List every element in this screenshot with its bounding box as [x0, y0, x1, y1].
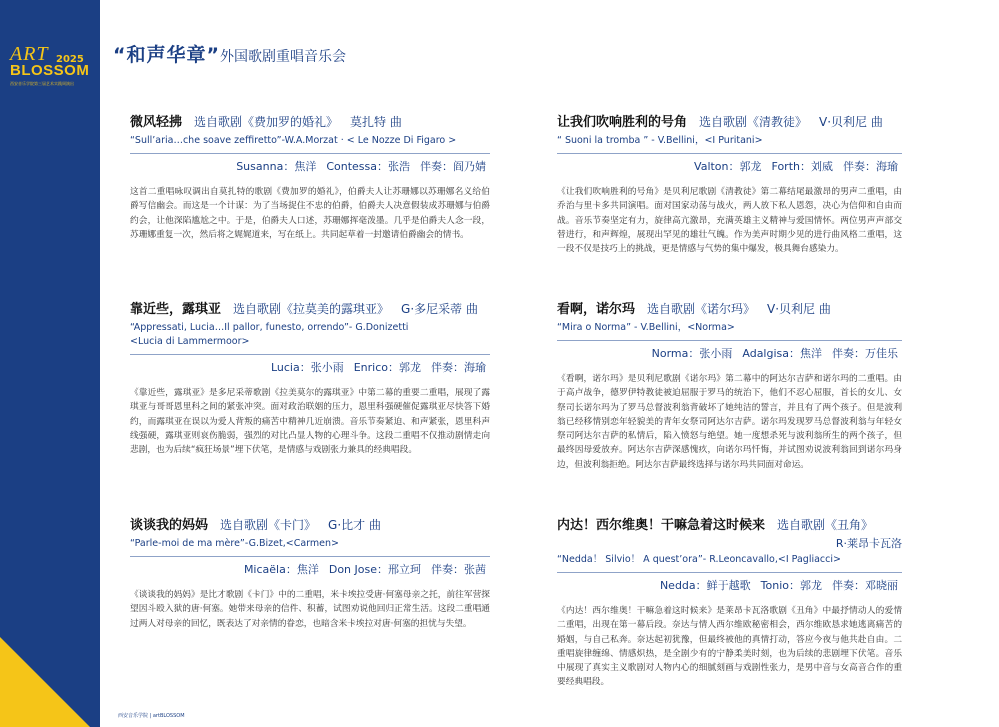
piece-opera: 选自歌剧《拉莫美的露琪亚》 — [233, 302, 390, 316]
piece-composer: G·多尼采蒂 曲 — [401, 302, 478, 316]
piece-composer: R·莱昂卡瓦洛 — [835, 537, 902, 550]
piece-original-title: “Appressati, Lucia…Il pallor, funesto, orrendo”- G.Donizetti <Lucia di Lammermoor> — [130, 322, 409, 347]
divider — [130, 354, 490, 355]
footer-logos: 西安音乐学院 | artBLOSSOM — [118, 713, 185, 719]
art-blossom-logo — [10, 45, 96, 87]
piece-opera: 选自歌剧《费加罗的婚礼》 — [194, 115, 339, 129]
piece-cast: Valton：郭龙 Forth：刘威 伴奏：海瑜 — [694, 160, 898, 173]
divider — [130, 556, 490, 557]
concert-subtitle: 外国歌剧重唱音乐会 — [219, 49, 346, 65]
sidebar — [0, 0, 100, 727]
piece-block — [130, 113, 490, 242]
piece-cast: Norma：张小雨 Adalgisa：焦洋 伴奏：万佳乐 — [651, 347, 898, 360]
piece-description: 《内达！西尔维奥！干嘛急着这时候来》是莱昂卡瓦洛歌剧《丑角》中最抒情动人的爱情二重唱，出现在第一幕后段。奈达与情人西尔维欧秘密相会，西尔维欧恳求她逃离痛苦的婚姻，与自己私奔。奈达起初犹豫，但最终被他的真情打动，答应今夜与他共赴自由。二重唱旋律缠绵、情感炽热，是全剧少有的宁静柔美时刻，也为后续的悲剧埋下伏笔。音乐中展现了真实主义歌剧对人物内心的细腻刻画与戏剧性张力，是男中音与女高音合作的重要经典唱段。 — [557, 606, 902, 688]
piece-original-title: “Parle-moi de ma mère”-G.Bizet,<Carmen> — [130, 538, 339, 549]
divider — [130, 153, 490, 154]
piece-title: 微风轻拂 — [130, 115, 183, 130]
piece-composer: V·贝利尼 曲 — [767, 302, 831, 316]
piece-block — [557, 300, 902, 472]
divider — [557, 153, 902, 154]
logo-art: ART — [10, 43, 49, 65]
piece-opera: 选自歌剧《丑角》 — [777, 518, 874, 532]
divider — [557, 340, 902, 341]
piece-block — [130, 516, 490, 631]
piece-description: 《靠近些，露琪亚》是多尼采蒂歌剧《拉美莫尔的露琪亚》中第二幕的重要二重唱，展现了露琪亚与哥哥恩里科之间的紧张冲突。面对政治联姻的压力，恩里科强硬催促露琪亚尽快答下婚约，而露琪亚在误以为爱人背叛的痛苦中精神几近崩溃。音乐节奏紧迫、和声紧张，恩里科声线强硬，露琪亚则哀伤脆弱，强烈的对比凸显人物的心理斗争。这段二重唱不仅推动剧情走向悲剧，也为后续“疯狂场景”埋下伏笔，是情感与戏剧张力兼具的经典唱段。 — [130, 388, 490, 456]
logo-tagline: 西安音乐学院第三届艺术实践周演出 — [10, 81, 74, 86]
piece-description: 《让我们吹响胜利的号角》是贝利尼歌剧《清教徒》第二幕结尾最激昂的男声二重唱，由乔治与里卡多共同演唱。面对国家动荡与战火，两人放下私人恩怨，决心为信仰和自由而战。音乐节奏坚定有力，旋律高亢激昂，充满英雄主义精神与爱国情怀。两位男声声部交替进行，和声辉煌，展现出罕见的雄壮气魄。作为美声时期少见的进行曲风格二重唱，这一段不仅是技巧上的挑战，更是情感与气势的集中爆发，极具舞台感染力。 — [557, 187, 902, 255]
divider — [557, 572, 902, 573]
piece-composer: V·贝利尼 曲 — [819, 115, 883, 129]
piece-title: 看啊，诺尔玛 — [557, 302, 636, 317]
piece-cast: Micaëla：焦洋 Don Jose：邢立珂 伴奏：张茜 — [243, 563, 486, 576]
piece-original-title: “Sull’aria…che soave zeffiretto”-W.A.Morzat · < Le Nozze Di Figaro > — [130, 135, 457, 146]
piece-original-title: “Nedda！ Silvio！ A quest’ora”- R.Leoncavallo,<I Pagliacci> — [557, 554, 841, 565]
piece-opera: 选自歌剧《清教徒》 — [699, 115, 808, 129]
concert-header — [113, 40, 346, 67]
piece-opera: 选自歌剧《诺尔玛》 — [647, 302, 756, 316]
piece-description: 这首二重唱咏叹调出自莫扎特的歌剧《费加罗的婚礼》，伯爵夫人让苏珊娜以苏珊娜名义给伯爵写信幽会。而这是一个计谋：为了当场捉住不忠的伯爵，伯爵夫人决意假装成苏珊娜与伯爵约会，让他深陷尴尬之中。于是，伯爵夫人口述，苏珊娜挥毫泼墨。几乎是伯爵夫人念一段，苏珊娜重复一次，然后将之娓娓道来，写在纸上。共同起草着一封邀请伯爵幽会的情书。 — [130, 187, 490, 240]
piece-composer: G·比才 曲 — [328, 518, 381, 532]
piece-block — [557, 516, 902, 690]
piece-cast: Lucia：张小雨 Enrico：郭龙 伴奏：海瑜 — [270, 361, 486, 374]
piece-title: 让我们吹响胜利的号角 — [557, 115, 688, 130]
corner-decoration — [0, 637, 90, 727]
piece-block — [130, 300, 490, 457]
piece-opera: 选自歌剧《卡门》 — [220, 518, 317, 532]
piece-block — [557, 113, 902, 256]
piece-description: 《谈谈我的妈妈》是比才歌剧《卡门》中的二重唱，米卡埃拉受唐·何塞母亲之托，前往军营探望因斗殴入狱的唐·何塞。她带来母亲的信件、积蓄，试图劝说他回归正常生活。这段二重唱通过两人对母亲的回忆，既表达了对亲情的眷恋，也暗含米卡埃拉对唐·何塞的担忧与失望。 — [130, 590, 490, 629]
piece-original-title: “Mira o Norma” - V.Bellini，<Norma> — [557, 322, 735, 333]
piece-description: 《看啊，诺尔玛》是贝利尼歌剧《诺尔玛》第二幕中的阿达尔吉萨和诺尔玛的二重唱。由于高卢战争，德罗伊特教徒被迫屈服于罗马的统治下，他们不忍心屈服，首长的女儿、女祭司长诺尔玛为了罗马总督波利翁背破坏了她纯洁的誓言，并且有了两个孩子。但是波利翁已经移情别恋年轻貌美的青年女祭司阿达尔吉萨。诺尔玛发现罗马总督波利翁与年轻女祭司阿达尔吉萨的私情后，陷入愤怒与绝望。她一度想杀死与波利翁所生的两个孩子，但最终因母爱放弃。阿达尔吉萨深感愧疚，向诺尔玛忏悔，并试图劝说波利翁回到诺尔玛身边，但波利翁拒绝。阿达尔吉萨最终选择与诺尔玛共同面对命运。 — [557, 374, 902, 470]
piece-cast: Nedda：鲜于越歌 Tonio：郭龙 伴奏：邓晓丽 — [659, 579, 898, 592]
logo-year: 2025 — [56, 54, 84, 65]
logo-blossom: BLOSSOM — [10, 62, 90, 79]
concert-title: “和声华章” — [113, 44, 220, 66]
piece-title: 内达！西尔维奥！干嘛急着这时候来 — [557, 518, 766, 533]
piece-original-title: “ Suoni la tromba ” - V.Bellini，<I Puritani> — [557, 135, 763, 146]
piece-title: 靠近些，露琪亚 — [130, 302, 222, 317]
piece-cast: Susanna：焦洋 Contessa：张浩 伴奏：阎乃婧 — [236, 160, 486, 173]
piece-title: 谈谈我的妈妈 — [130, 518, 209, 533]
piece-composer: 莫扎特 曲 — [350, 115, 402, 129]
